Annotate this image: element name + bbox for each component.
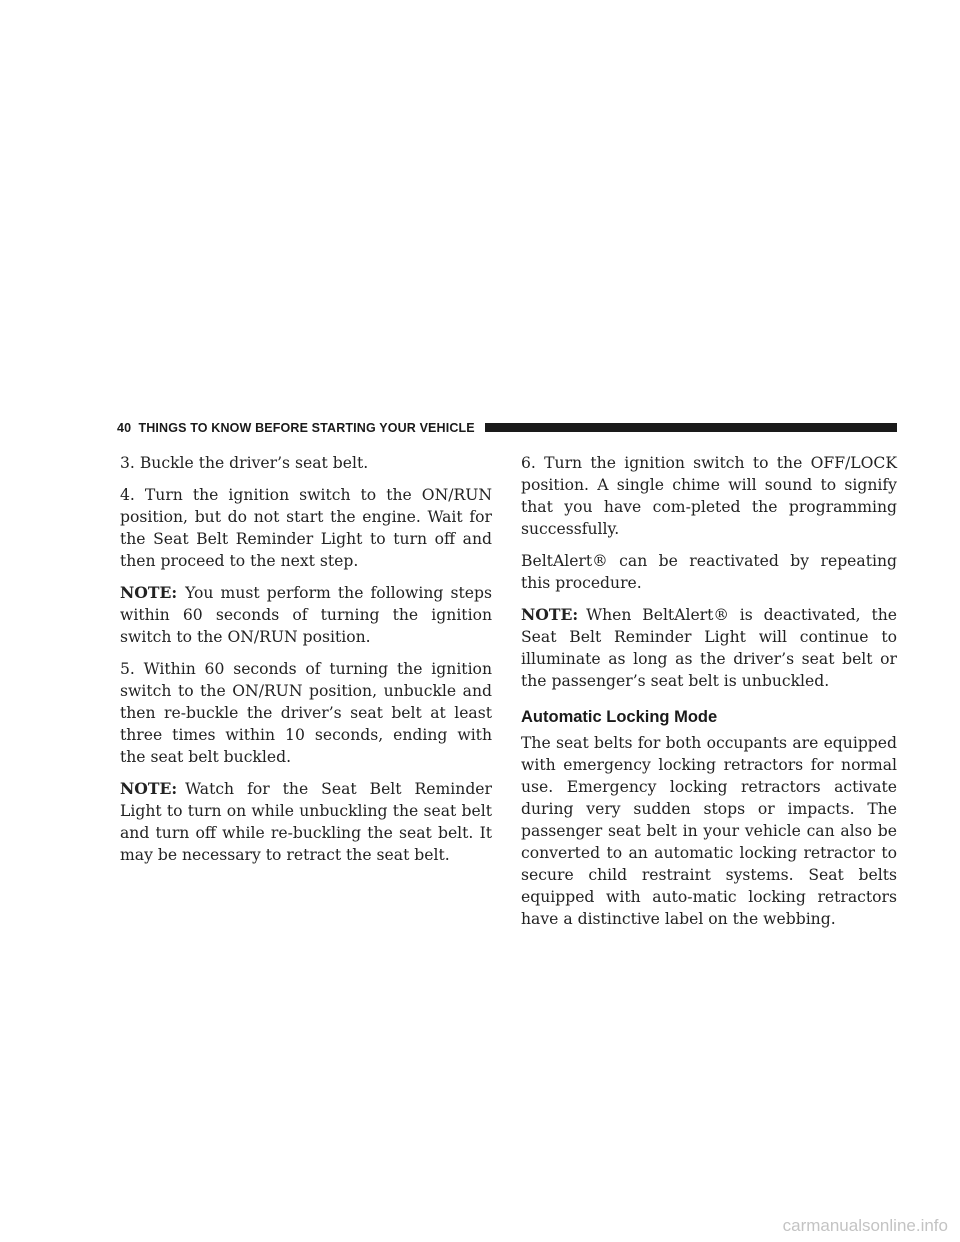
note-label: NOTE:: [521, 605, 579, 624]
header-rule: [485, 423, 897, 432]
section-title: THINGS TO KNOW BEFORE STARTING YOUR VEHICLE: [138, 421, 475, 435]
right-column: [521, 452, 897, 940]
note-2: [120, 778, 492, 866]
note-3: [521, 604, 897, 692]
left-column: [120, 452, 492, 876]
header-text: [117, 421, 475, 435]
step-5: 5. Within 60 seconds of turning the ignition switch to the ON/RUN position, unbuckle and then re-buckle the driver’s seat belt at least three times within 10 seconds, ending with the seat belt buckled.: [120, 660, 492, 766]
step-3: 3. Buckle the driver’s seat belt.: [120, 454, 369, 472]
watermark: carmanualsonline.info: [782, 1216, 948, 1235]
note-label: NOTE:: [120, 583, 178, 602]
note-label: NOTE:: [120, 779, 178, 798]
note-text: Watch for the Seat Belt Reminder Light to turn on while unbuckling the seat belt and turn off while re-buckling the seat belt. It may be necessary to retract the seat belt.: [120, 780, 492, 864]
section-heading: Automatic Locking Mode: [521, 708, 718, 726]
note-text: You must perform the following steps within 60 seconds of turning the ignition switch to the ON/RUN position.: [120, 584, 492, 646]
step-4: 4. Turn the ignition switch to the ON/RUN position, but do not start the engine. Wait for the Seat Belt Reminder Light to turn off and then proceed to the next step.: [120, 486, 492, 570]
note-text: When BeltAlert® is deactivated, the Seat Belt Reminder Light will continue to illuminate as long as the driver’s seat belt or the passenger’s seat belt is unbuckled.: [521, 606, 897, 690]
reactivation-paragraph: BeltAlert® can be reactivated by repeating this procedure.: [521, 552, 897, 592]
page-header: [117, 419, 897, 441]
automatic-locking-paragraph: The seat belts for both occupants are equipped with emergency locking retractors for normal use. Emergency locking retractors activate during very sudden stops or impacts. The passenger seat belt in your vehicle can also be converted to an automatic locking retractor to secure child restraint systems. Seat belts equipped with auto-matic locking retractors have a distinctive label on the webbing.: [521, 734, 897, 928]
note-1: [120, 582, 492, 648]
step-6: 6. Turn the ignition switch to the OFF/LOCK position. A single chime will sound to signify that you have com-pleted the programming successfully.: [521, 454, 897, 538]
page-number: 40: [117, 421, 132, 435]
